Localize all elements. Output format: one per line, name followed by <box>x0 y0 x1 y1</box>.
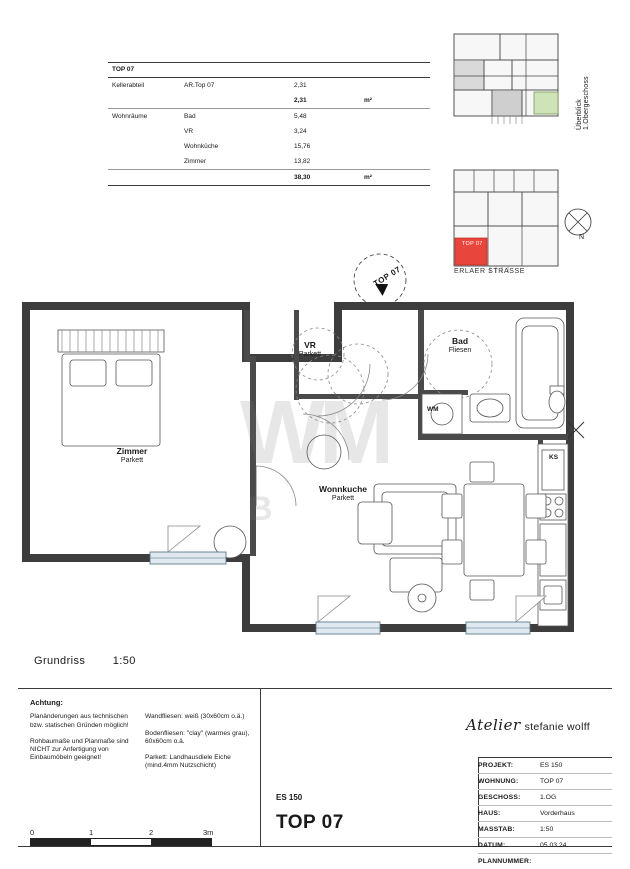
notice-text: Rohbaumaße und Planmaße sind NICHT zur Anfertigung von Einbaumöbeln geeignet! <box>30 737 129 762</box>
key-plan <box>430 30 610 280</box>
project-code: ES 150 <box>276 793 303 802</box>
street-label: ERLAER STRASSE <box>454 268 526 275</box>
table-row-total <box>108 169 430 185</box>
row-value: 15,76 <box>294 142 311 150</box>
total-unit: m² <box>364 173 372 181</box>
room-floor: Fliesen <box>448 346 472 354</box>
room-label-zimmer <box>92 446 172 465</box>
grundriss-label: Grundriss <box>34 655 86 667</box>
meta-key: DATUM: <box>478 842 506 849</box>
section-label: Wohnräume <box>112 112 148 120</box>
room-label-wohnkueche <box>288 484 398 503</box>
room-floor: Parkett <box>298 350 322 358</box>
scale-bar <box>30 828 220 846</box>
table-row <box>108 108 430 124</box>
row-value: 5,48 <box>294 112 307 120</box>
notice-title: Achtung: <box>30 698 63 707</box>
room-name: Bad <box>451 336 469 346</box>
meta-value: ES 150 <box>540 762 563 769</box>
table-row <box>108 124 430 139</box>
meta-key: WOHNUNG: <box>478 778 519 785</box>
grundriss-caption <box>34 655 136 667</box>
notice-text: Planänderungen aus technischen bzw. statischen Gründen möglich! <box>30 713 129 729</box>
row-name: VR <box>184 127 194 135</box>
row-name: Bad <box>184 112 196 120</box>
table-row <box>108 154 430 169</box>
meta-row <box>478 758 612 774</box>
room-name: VR <box>304 340 316 350</box>
scale-bar-graphic <box>30 838 212 846</box>
meta-row <box>478 822 612 838</box>
meta-value: 1:50 <box>540 826 554 833</box>
meta-key: HAUS: <box>478 810 501 817</box>
scale-tick: 1 <box>89 828 94 837</box>
subtotal-unit: m² <box>364 96 372 104</box>
room-name: Wonnkuche <box>318 484 367 494</box>
floor-plan <box>18 294 598 646</box>
total-value: 38,30 <box>294 173 311 181</box>
notice-column-2 <box>145 713 250 778</box>
plan-title: TOP 07 <box>276 812 344 833</box>
row-name: Wohnküche <box>184 142 219 150</box>
appliance-label-ks: KS <box>549 454 559 461</box>
meta-table <box>478 757 612 869</box>
meta-row <box>478 806 612 822</box>
compass-north-label: N <box>579 234 585 241</box>
key-plan-drawing <box>430 30 610 280</box>
meta-value: Vorderhaus <box>540 810 575 817</box>
meta-key: PLANNUMMER: <box>478 858 532 865</box>
meta-row <box>478 838 612 854</box>
notice-text: Parkett: Landhausdiele Eiche (mind.4mm Nutzschicht) <box>145 754 231 770</box>
area-table-title: TOP 07 <box>112 66 135 74</box>
area-table <box>108 62 430 186</box>
row-value: 13,82 <box>294 157 311 165</box>
room-label-vr <box>280 340 340 359</box>
meta-key: PROJEKT: <box>478 762 514 769</box>
notice-block <box>30 698 252 779</box>
meta-value: 05.03.24 <box>540 842 567 849</box>
keyplan-unit-label: TOP 07 <box>459 240 486 248</box>
row-value: 3,24 <box>294 127 307 135</box>
row-name: Zimmer <box>184 157 207 165</box>
footer-divider-top <box>18 688 612 689</box>
brand-block <box>448 716 608 735</box>
grundriss-scale: 1:50 <box>112 655 136 667</box>
scale-tick: 0 <box>30 828 35 837</box>
footer-divider-vertical <box>260 688 261 846</box>
compass-icon <box>565 209 591 235</box>
subtotal-value: 2,31 <box>294 96 307 104</box>
overview-label-line2: 1.Obergeschoss <box>583 76 590 130</box>
notice-text: Bodenfliesen: "clay" (warmes grau), 60x60cm o.ä. <box>145 729 250 745</box>
meta-key: GESCHOSS: <box>478 794 521 801</box>
notice-text: Wandfliesen: weiß (30x60cm o.ä.) <box>145 713 245 721</box>
scale-bar-ticks <box>30 828 220 838</box>
entrance-marker-label: TOP 07 <box>371 264 403 289</box>
room-floor: Parkett <box>120 456 144 464</box>
overview-label-line1: Überblick <box>576 99 583 130</box>
meta-row <box>478 790 612 806</box>
appliance-label-wm: WM <box>427 406 439 413</box>
room-floor: Parkett <box>331 494 355 502</box>
row-value: 2,31 <box>294 81 307 89</box>
brand-name-2: stefanie wolff <box>524 721 590 733</box>
row-name: AR.Top 07 <box>184 81 215 89</box>
watermark-sub: B <box>248 490 273 528</box>
meta-value: 1.OG <box>540 794 557 801</box>
watermark-text: WM <box>240 383 388 483</box>
brand-name-1: Atelier <box>466 716 521 734</box>
overview-label <box>576 76 590 130</box>
section-label: Kellerabteil <box>112 81 145 89</box>
table-row <box>108 78 430 93</box>
room-name: Zimmer <box>116 446 148 456</box>
table-row <box>108 139 430 154</box>
meta-key: MASSTAB: <box>478 826 515 833</box>
meta-value: TOP 07 <box>540 778 564 785</box>
meta-row <box>478 774 612 790</box>
scale-tick: 2 <box>149 828 154 837</box>
area-table-header <box>108 63 430 78</box>
notice-column-1 <box>30 713 135 778</box>
scale-tick: 3m <box>203 828 214 837</box>
meta-row <box>478 854 612 869</box>
table-row-subtotal <box>108 93 430 108</box>
room-label-bad <box>430 336 490 355</box>
